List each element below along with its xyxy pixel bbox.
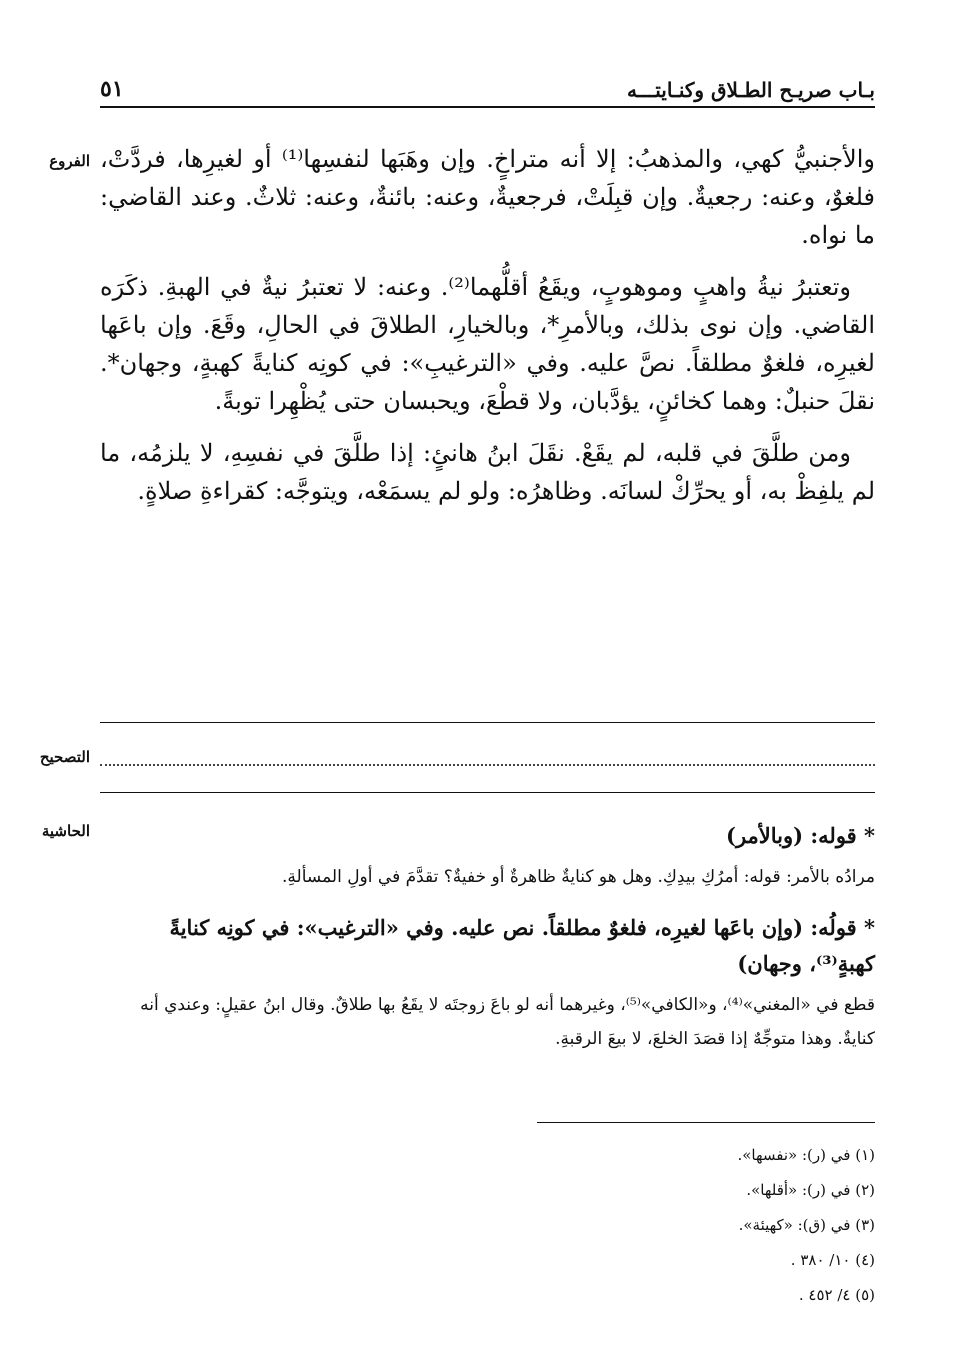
footnote: (٣) في (ق): «كهيئة». bbox=[738, 1216, 875, 1234]
main-text bbox=[100, 140, 875, 524]
note-body: قطع في «المغني»⁽⁴⁾، و«الكافي»⁽⁵⁾، وغيرهما أنه لو باعَ زوجتَه لا يقَعُ بها طلاقٌ. وقال ابنُ عقيلٍ: وعندي أنه كنايةٌ. وهذا متوجِّهٌ إذا قصَدَ الخلعَ، لا بيعَ الرقبةِ. bbox=[140, 995, 875, 1049]
note-body: مرادُه بالأمر: قوله: أمرُكِ بيدِكِ. وهل هو كنايةٌ ظاهرةٌ أو خفيةٌ؟ تقدَّمَ في أولِ المسألةِ. bbox=[282, 867, 875, 887]
side-label-branches: الفروع bbox=[49, 152, 90, 170]
chapter-title: بـاب صريـح الطـلاق وكنـايتـــه bbox=[626, 78, 875, 102]
note-heading: * قوله: (وبالأمر) bbox=[726, 823, 875, 848]
section-divider-bottom bbox=[100, 792, 875, 793]
footnote: (٥) ٤/ ٤٥٢ . bbox=[798, 1286, 875, 1304]
side-label-correction: التصحيح bbox=[39, 748, 90, 766]
section-divider-top bbox=[100, 722, 875, 723]
note-heading: * قولُه: (وإن باعَها لغيرِه، فلغوٌ مطلقاً. نص عليه. وفي «الترغيب»: في كونِه كنايةً كهبةٍ⁽³⁾، وجهان) bbox=[169, 915, 875, 976]
main-paragraph: والأجنبيُّ كهي، والمذهبُ: إلا أنه متراخٍ. وإن وهَبَها لنفسِها⁽¹⁾ أو لغيرِها، فردَّتْ، فلغوٌ، وعنه: رجعيةٌ. وإن قبِلَتْ، فرجعيةٌ، وعنه: بائنةٌ، وعنه: ثلاثٌ. وعند القاضي: ما نواه. bbox=[100, 145, 876, 249]
main-paragraph: وتعتبرُ نيةُ واهبٍ وموهوبٍ، ويقَعُ أقلُّهما⁽²⁾. وعنه: لا تعتبرُ نيةٌ في الهبةِ. ذكَرَه القاضي. وإن نوى بذلك، وبالأمرِ*، وبالخيارِ، الطلاقَ في الحالِ، وقَعَ. وإن باعَها لغيرِه، فلغوٌ مطلقاً. نصَّ عليه. وفي «الترغيبِ»: في كونِه كنايةً كهبةٍ، وجهان*. نقلَ حنبلٌ: وهما كخائنٍ، يؤدَّبان، ولا قطْعَ، ويحبسان حتى يُظْهِرا توبةً. bbox=[100, 273, 875, 415]
margin-notes bbox=[100, 818, 875, 1072]
footnote-divider bbox=[537, 1122, 875, 1123]
running-header bbox=[100, 70, 875, 108]
footnote: (١) في (ر): «نفسها». bbox=[737, 1146, 875, 1164]
footnote: (٤) ١٠/ ٣٨٠ . bbox=[790, 1251, 875, 1269]
side-label-margin-notes: الحاشية bbox=[41, 822, 90, 840]
page-number: ٥١ bbox=[100, 76, 124, 102]
footnote: (٢) في (ر): «أقلها». bbox=[746, 1181, 875, 1199]
footnotes bbox=[455, 1138, 875, 1313]
correction-dotted-line bbox=[100, 752, 875, 766]
main-paragraph: ومن طلَّقَ في قلبه، لم يقَعْ. نقَلَ ابنُ هانئٍ: إذا طلَّقَ في نفسِهِ، لا يلزمُه، ما لم يلفِظْ به، أو يحرِّكْ لسانَه. وظاهرُه: ولو لم يسمَعْه، ويتوجَّه: كقراءةِ صلاةٍ. bbox=[100, 439, 875, 505]
